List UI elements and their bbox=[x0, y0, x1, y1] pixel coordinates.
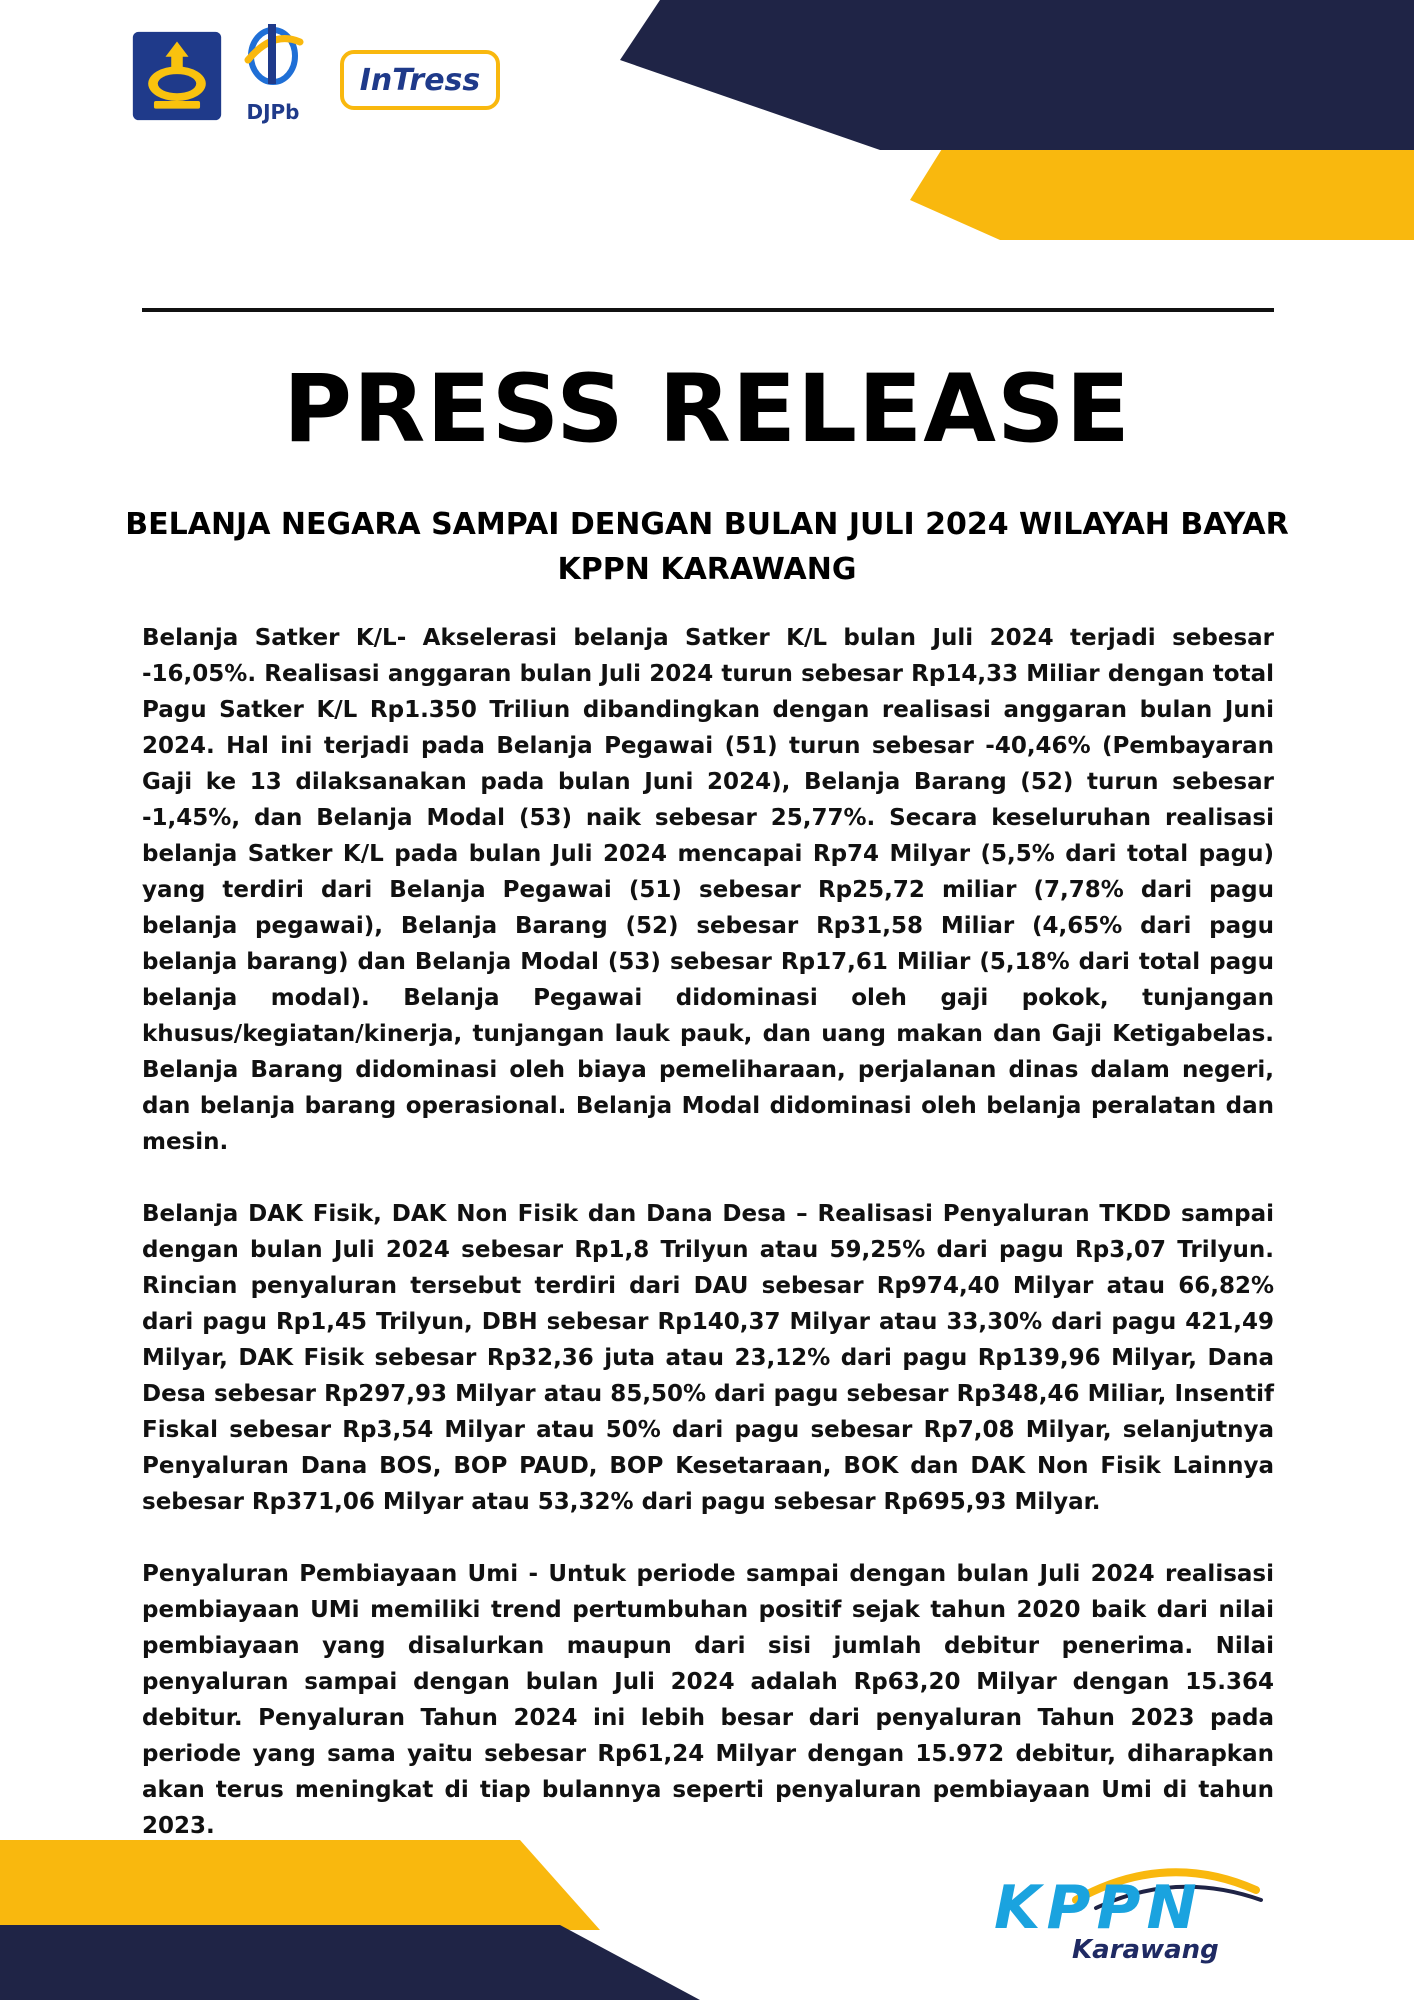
paragraph-belanja-dak: Belanja DAK Fisik, DAK Non Fisik dan Dana Desa – Realisasi Penyaluran TKDD sampai dengan bulan Juli 2024 sebesar Rp1,8 Trilyun atau 59,25% dari pagu Rp3,07 Trilyun. Rincian penyaluran tersebut terdiri dari DAU sebesar Rp974,40 Milyar atau 66,82% dari pagu Rp1,45 Trilyun, DBH sebesar Rp140,37 Milyar atau 33,30% dari pagu 421,49 Milyar, DAK Fisik sebesar Rp32,36 juta atau 23,12% dari pagu Rp139,96 Milyar, Dana Desa sebesar Rp297,93 Milyar atau 85,50% dari pagu sebesar Rp348,46 Miliar, Insentif Fiskal sebesar Rp3,54 Milyar atau 50% dari pagu sebesar Rp7,08 Milyar, selanjutnya Penyaluran Dana BOS, BOP PAUD, BOP Kesetaraan, BOK dan DAK Non Fisik Lainnya sebesar Rp371,06 Milyar atau 53,32% dari pagu sebesar Rp695,93 Milyar. bbox=[142, 1201, 1274, 1515]
djpb-swirl-icon bbox=[238, 20, 308, 90]
intress-label: InTress bbox=[359, 62, 481, 98]
kemenkeu-emblem-icon bbox=[128, 28, 226, 124]
body-text bbox=[142, 620, 1274, 1880]
title-divider bbox=[142, 308, 1274, 312]
header-logos bbox=[128, 20, 508, 130]
page-title: PRESS RELEASE bbox=[283, 355, 1131, 464]
karawang-wordmark: Karawang bbox=[1072, 1935, 1219, 1965]
djpb-label: DJPb bbox=[246, 100, 300, 124]
paragraph-belanja-satker: Belanja Satker K/L- Akselerasi belanja Satker K/L bulan Juli 2024 terjadi sebesar -16,05%. Realisasi anggaran bulan Juli 2024 turun sebesar Rp14,33 Miliar dengan total Pagu Satker K/L Rp1.350 Triliun dibandingkan dengan realisasi anggaran bulan Juni 2024. Hal ini terjadi pada Belanja Pegawai (51) turun sebesar -40,46% (Pembayaran Gaji ke 13 dilaksanakan pada bulan Juni 2024), Belanja Barang (52) turun sebesar -1,45%, dan Belanja Modal (53) naik sebesar 25,77%. Secara keseluruhan realisasi belanja Satker K/L pada bulan Juli 2024 mencapai Rp74 Milyar (5,5% dari total pagu) yang terdiri dari Belanja Pegawai (51) sebesar Rp25,72 miliar (7,78% dari pagu belanja pegawai), Belanja Barang (52) sebesar Rp31,58 Miliar (4,65% dari pagu belanja barang) dan Belanja Modal (53) sebesar Rp17,61 Miliar (5,18% dari total pagu belanja modal). Belanja Pegawai didominasi oleh gaji pokok, tunjangan khusus/kegiatan/kinerja, tunjangan lauk pauk, dan uang makan dan Gaji Ketigabelas. Belanja Barang didominasi oleh biaya pemeliharaan, perjalanan dinas dalam negeri, dan belanja barang operasional. Belanja Modal didominasi oleh belanja peralatan dan mesin. bbox=[142, 625, 1274, 1155]
page-subtitle: BELANJA NEGARA SAMPAI DENGAN BULAN JULI 2024 WILAYAH BAYAR KPPN KARAWANG bbox=[125, 507, 1289, 587]
kppn-wordmark: KPPN bbox=[994, 1873, 1203, 1943]
djpb-logo bbox=[238, 20, 308, 126]
paragraph-pembiayaan-umi: Penyaluran Pembiayaan Umi - Untuk periode sampai dengan bulan Juli 2024 realisasi pembiayaan UMi memiliki trend pertumbuhan positif sejak tahun 2020 baik dari nilai pembiayaan yang disalurkan maupun dari sisi jumlah debitur penerima. Nilai penyaluran sampai dengan bulan Juli 2024 adalah Rp63,20 Milyar dengan 15.364 debitur. Penyaluran Tahun 2024 ini lebih besar dari penyaluran Tahun 2023 pada periode yang sama yaitu sebesar Rp61,24 Milyar dengan 15.972 debitur, diharapkan akan terus meningkat di tiap bulannya seperti penyaluran pembiayaan Umi di tahun 2023. bbox=[142, 1561, 1274, 1839]
intress-logo bbox=[340, 50, 500, 110]
bottom-navy-band bbox=[0, 1925, 700, 2000]
top-navy-band bbox=[620, 0, 1414, 150]
